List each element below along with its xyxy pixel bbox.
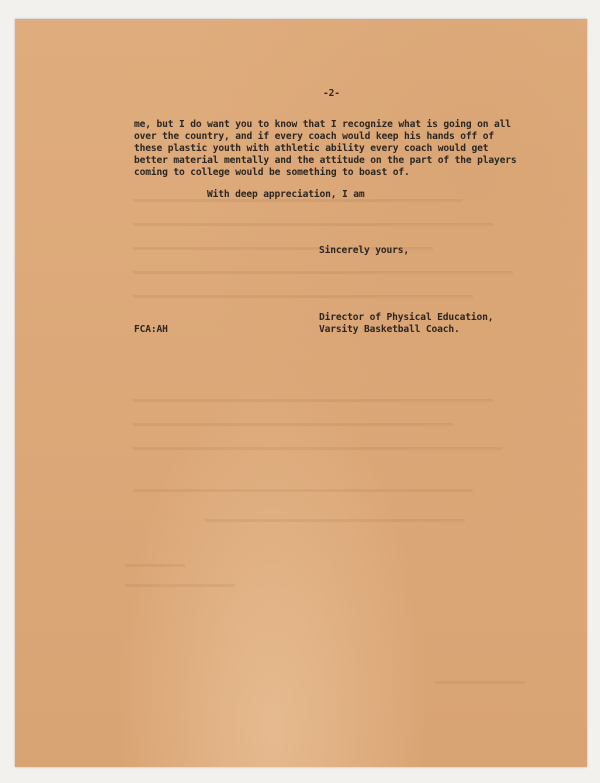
bleed-through-mark (133, 489, 473, 492)
body-line: coming to college would be something to boast of. (134, 167, 410, 178)
bleed-through-mark (205, 519, 465, 522)
bleed-through-mark (125, 584, 235, 587)
body-line: better material mentally and the attitude on the part of the players (134, 155, 517, 166)
signature-title: Varsity Basketball Coach. (319, 324, 460, 335)
body-line: over the country, and if every coach would keep his hands off of (134, 131, 495, 142)
bleed-through-mark (133, 447, 503, 450)
page-number: -2- (323, 88, 340, 99)
complimentary-close: Sincerely yours, (319, 245, 410, 256)
signature-title: Director of Physical Education, (319, 312, 494, 323)
bleed-through-mark (133, 399, 493, 402)
body-line: these plastic youth with athletic ability every coach would get (134, 143, 489, 154)
reference-initials: FCA:AH (134, 324, 168, 335)
bleed-through-mark (125, 564, 185, 567)
body-line: me, but I do want you to know that I recognize what is going on all (134, 119, 511, 130)
bleed-through-mark (133, 423, 453, 426)
bleed-through-mark (435, 681, 525, 684)
bleed-through-mark (133, 295, 473, 298)
bleed-through-mark (133, 223, 493, 226)
bleed-through-mark (133, 271, 513, 274)
closing-phrase: With deep appreciation, I am (207, 189, 365, 200)
